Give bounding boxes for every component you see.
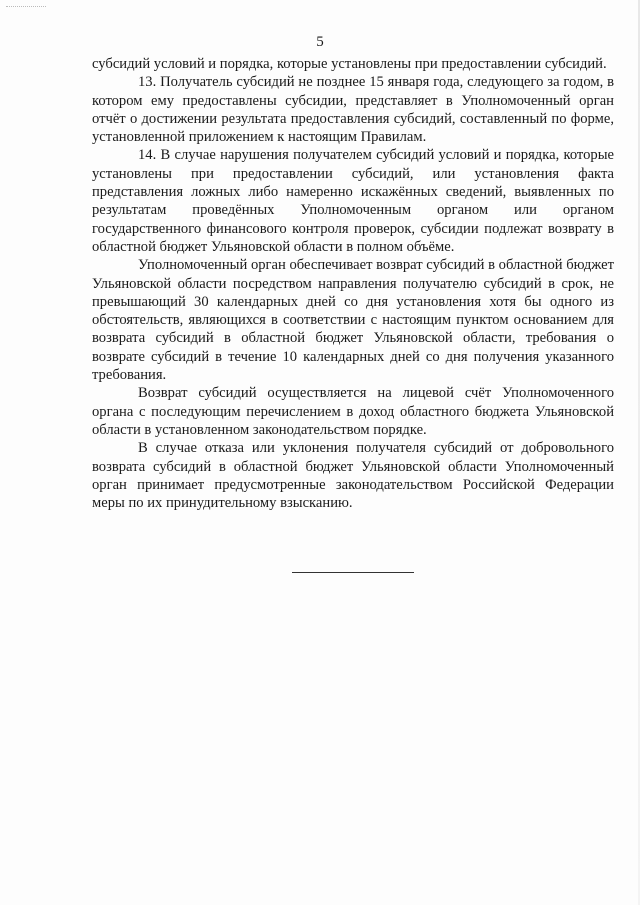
page-number: 5	[316, 34, 324, 50]
paragraph-continuation: субсидий условий и порядка, которые установлены при предоставлении субсидий.	[92, 56, 607, 72]
scan-artifact	[6, 6, 46, 17]
paragraph-refusal-case: В случае отказа или уклонения получателя субсидий от добровольного возврата субсидий в областной бюджет Ульяновской области Уполномоченный орган принимает предусмотренные законодательством Российской Федерации меры по их принудительному взысканию.	[92, 440, 614, 512]
paragraph-refund-procedure: Возврат субсидий осуществляется на лицевой счёт Уполномоченного органа с последующим перечислением в доход областного бюджета Ульяновской области в установленном законодательством порядке.	[92, 385, 614, 438]
document-body	[92, 55, 614, 512]
paragraph-item-14: 14. В случае нарушения получателем субсидий условий и порядка, которые установлены при предоставлении субсидий, или установления факта представления ложных либо намеренно искажённых сведений, выявленных по результатам проведённых Уполномоченным органом или органом государственного финансового контроля проверок, субсидии подлежат возврату в областной бюджет Ульяновской области в полном объёме.	[92, 147, 614, 255]
paragraph-item-13: 13. Получатель субсидий не позднее 15 января года, следующего за годом, в котором ему предоставлены субсидии, представляет в Уполномоченный орган отчёт о достижении результата предоставления субсидий, составленный по форме, установленной приложением к настоящим Правилам.	[92, 74, 614, 146]
end-divider-line	[292, 572, 414, 573]
paragraph-authority-obligation: Уполномоченный орган обеспечивает возврат субсидий в областной бюджет Ульяновской области посредством направления получателю субсидий в срок, не превышающий 30 календарных дней со дня установления хотя бы одного из обстоятельств, являющихся в соответствии с настоящим пунктом основанием для возврата субсидий в областной бюджет Ульяновской области, требования о возврате субсидий в течение 10 календарных дней со дня получения указанного требования.	[92, 257, 614, 384]
